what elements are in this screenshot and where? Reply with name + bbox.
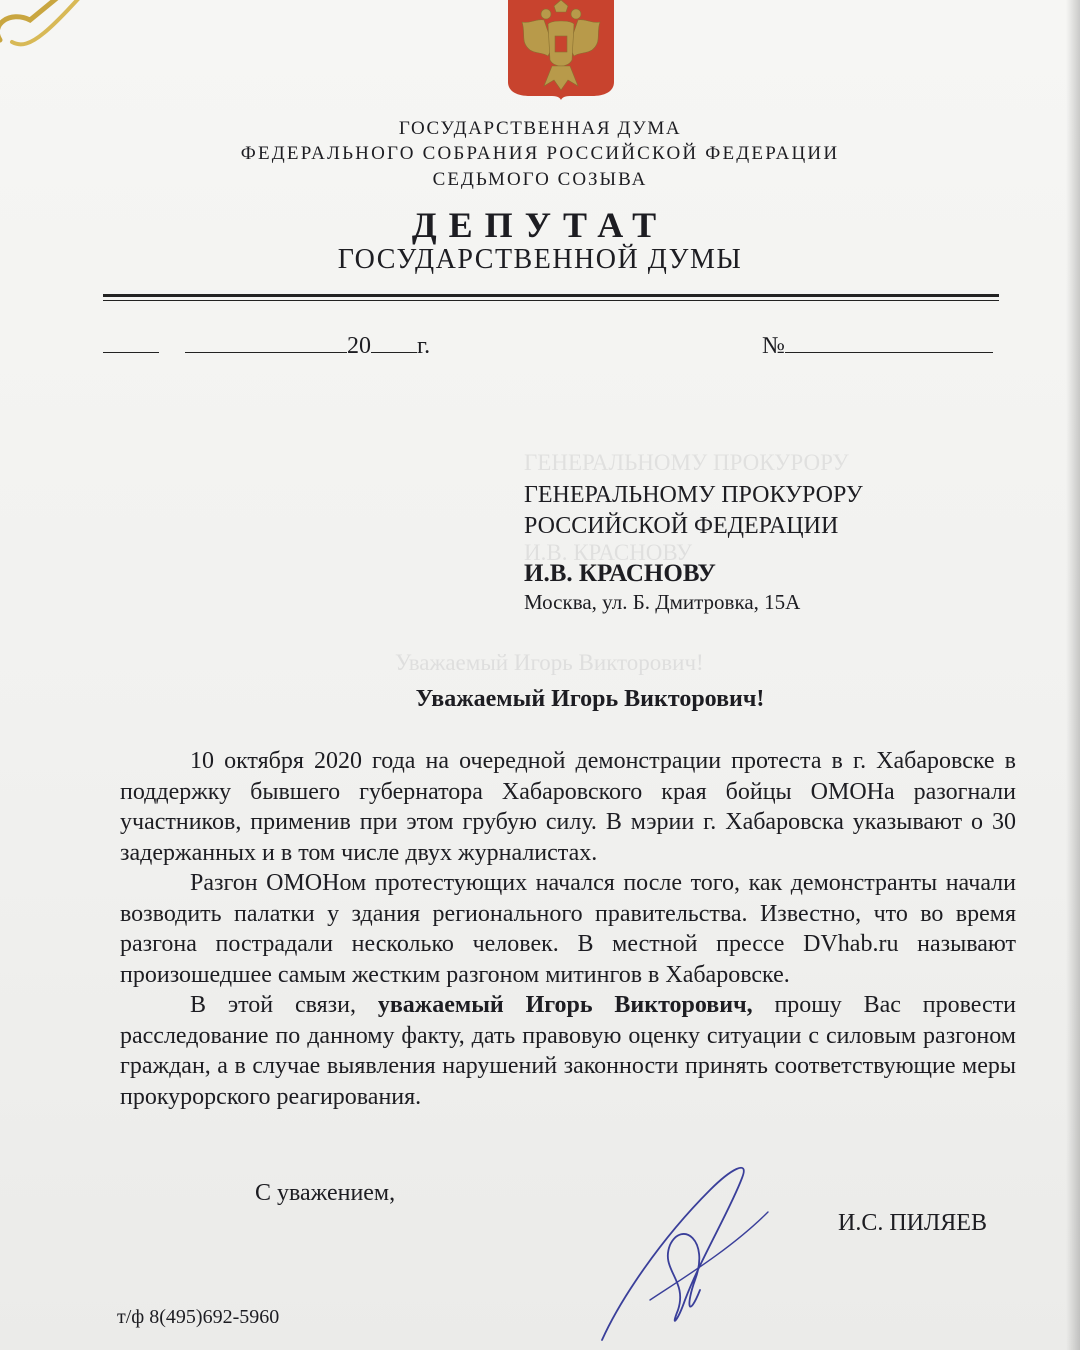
body-paragraph-2: Разгон ОМОНом протестующих начался после того, как демонстранты начали возводить палатки у здания регионального правительства. Известно, что во время разгона пострадали несколько человек. В местной прессе DVhab.ru называют произошедшее самым жестким разгоном митингов в Хабаровске. bbox=[120, 870, 1016, 988]
header-line-1: ГОСУДАРСТВЕННАЯ ДУМА bbox=[398, 118, 682, 139]
number-blank bbox=[785, 330, 993, 353]
body-paragraph-3-end: прошу Вас провести расследование по данному факту, дать правовую оценку ситуации с силовым разгоном граждан, а в случае выявления нарушений законности принять соответствующие меры прокурорского реагирования. bbox=[120, 992, 1016, 1110]
bleed-through-line: ГЕНЕРАЛЬНОМУ ПРОКУРОРУ bbox=[524, 450, 849, 475]
paperclip-icon bbox=[0, 0, 110, 60]
body-paragraph-3-start: В этой связи, bbox=[190, 992, 378, 1018]
header-line-2: ФЕДЕРАЛЬНОГО СОБРАНИЯ РОССИЙСКОЙ ФЕДЕРАЦИИ bbox=[240, 143, 840, 164]
coat-of-arms-emblem bbox=[508, 0, 614, 100]
date-field bbox=[103, 330, 430, 360]
month-blank bbox=[185, 330, 347, 353]
header-title: ДЕПУТАТ bbox=[411, 205, 669, 245]
addressee-block bbox=[524, 480, 863, 616]
header-divider-thin bbox=[103, 300, 999, 301]
handwritten-signature bbox=[590, 1150, 780, 1350]
year-prefix: 20 bbox=[347, 333, 371, 359]
addressee-line-2: РОССИЙСКОЙ ФЕДЕРАЦИИ bbox=[524, 513, 839, 539]
body-paragraph-1: 10 октября 2020 года на очередной демонстрации протеста в г. Хабаровске в поддержку бывшего губернатора Хабаровского края бойцы ОМОНа разогнали участников, применив при этом грубую силу. В мэрии г. Хабаровска указывают о 30 задержанных и в том числе двух журналистах. bbox=[120, 748, 1016, 866]
header-divider-thick bbox=[103, 294, 999, 297]
bleed-through-line: Уважаемый Игорь Викторович! bbox=[395, 650, 704, 675]
header-line-3: СЕДЬМОГО СОЗЫВА bbox=[432, 169, 648, 190]
page-edge-shadow bbox=[1066, 0, 1080, 1350]
year-blank bbox=[371, 330, 417, 353]
phone-footer: т/ф 8(495)692-5960 bbox=[117, 1306, 280, 1328]
letter-body bbox=[120, 746, 1016, 1112]
addressee-name: И.В. КРАСНОВУ bbox=[524, 560, 716, 587]
signer-name: И.С. ПИЛЯЕВ bbox=[838, 1210, 987, 1236]
salutation: Уважаемый Игорь Викторович! bbox=[415, 686, 765, 712]
number-label: № bbox=[762, 333, 785, 359]
year-suffix: г. bbox=[417, 333, 431, 359]
day-blank bbox=[103, 330, 159, 353]
body-paragraph-3 bbox=[120, 990, 1016, 1112]
addressee-address: Москва, ул. Б. Дмитровка, 15А bbox=[524, 590, 801, 614]
addressee-line-1: ГЕНЕРАЛЬНОМУ ПРОКУРОРУ bbox=[524, 482, 863, 508]
closing: С уважением, bbox=[255, 1180, 396, 1206]
header-subtitle: ГОСУДАРСТВЕННОЙ ДУМЫ bbox=[337, 244, 743, 275]
number-field bbox=[762, 330, 993, 360]
bleed-through-line: И.В. КРАСНОВУ bbox=[524, 540, 693, 565]
body-paragraph-3-bold: уважаемый Игорь Викторович, bbox=[377, 992, 753, 1018]
